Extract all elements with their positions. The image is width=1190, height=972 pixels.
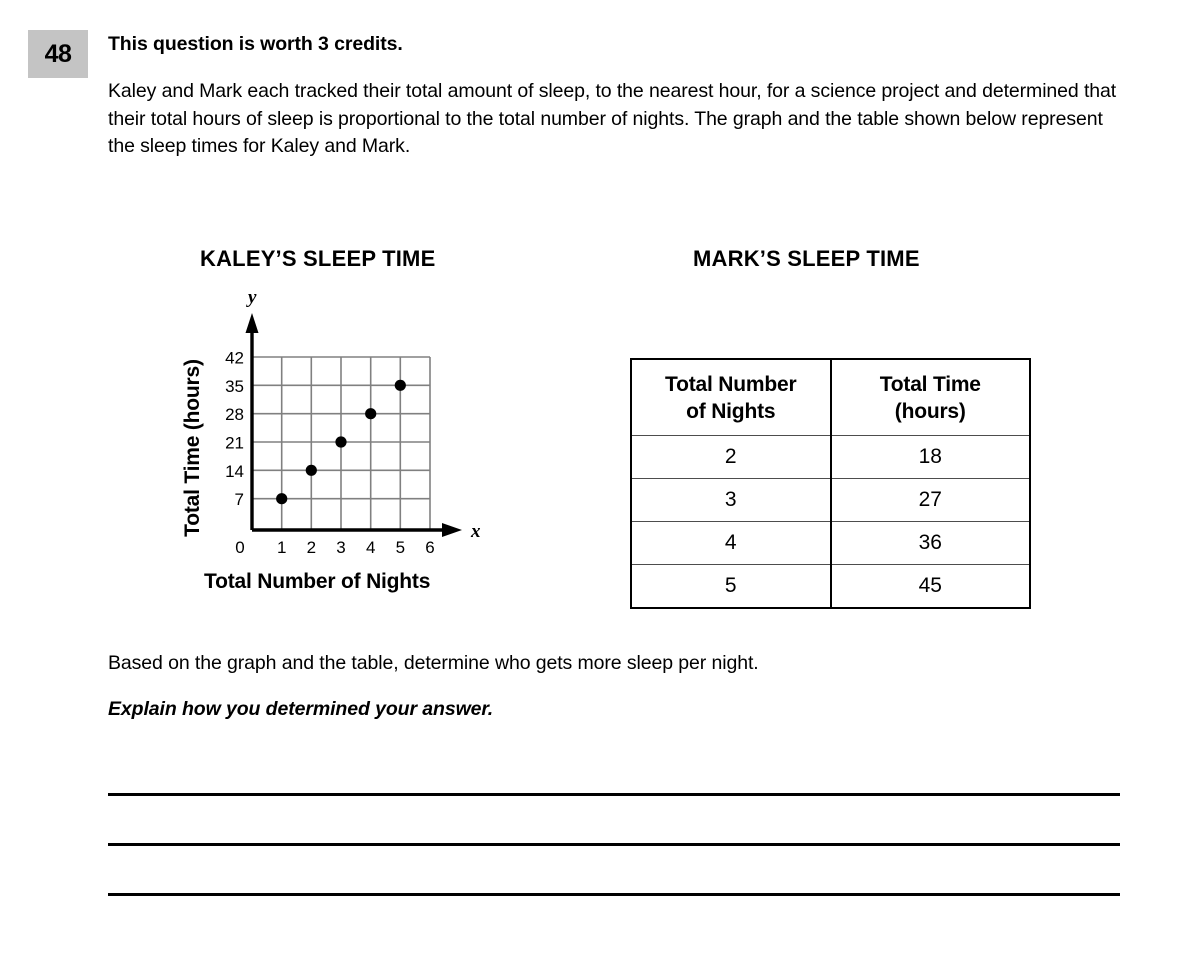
svg-text:7: 7 bbox=[234, 490, 244, 510]
svg-text:14: 14 bbox=[225, 461, 244, 481]
y-axis bbox=[246, 313, 259, 530]
cell-nights: 4 bbox=[631, 522, 831, 565]
data-point bbox=[335, 436, 346, 447]
cell-nights: 5 bbox=[631, 565, 831, 609]
data-point bbox=[365, 408, 376, 419]
table-header-row bbox=[631, 359, 1030, 436]
data-point bbox=[306, 465, 317, 476]
column-header-time: Total Time (hours) bbox=[831, 359, 1031, 436]
table-row bbox=[631, 479, 1030, 522]
cell-time: 36 bbox=[831, 522, 1031, 565]
y-axis-symbol: y bbox=[248, 287, 257, 308]
data-point bbox=[395, 380, 406, 391]
cell-time: 27 bbox=[831, 479, 1031, 522]
question-number: 48 bbox=[44, 39, 72, 68]
credits-line: This question is worth 3 credits. bbox=[108, 33, 403, 55]
svg-text:5: 5 bbox=[395, 538, 406, 555]
y-tick-labels bbox=[225, 349, 244, 510]
kaley-graph-figure bbox=[0, 0, 520, 620]
table-row bbox=[631, 565, 1030, 609]
svg-text:0: 0 bbox=[235, 538, 245, 555]
prompt-explain: Explain how you determined your answer. bbox=[108, 698, 494, 720]
graph-title: KALEY’S SLEEP TIME bbox=[200, 246, 436, 271]
column-header-nights: Total Number of Nights bbox=[631, 359, 831, 436]
answer-line[interactable] bbox=[108, 893, 1120, 896]
table-row bbox=[631, 522, 1030, 565]
cell-time: 45 bbox=[831, 565, 1031, 609]
answer-line[interactable] bbox=[108, 843, 1120, 846]
svg-text:4: 4 bbox=[365, 538, 376, 555]
svg-text:3: 3 bbox=[336, 538, 346, 555]
table-row bbox=[631, 436, 1030, 479]
table-title: MARK’S SLEEP TIME bbox=[693, 246, 920, 271]
data-point bbox=[276, 493, 287, 504]
svg-text:28: 28 bbox=[225, 405, 244, 425]
question-stem: Kaley and Mark each tracked their total amount of sleep, to the nearest hour, for a science project and determined that their total hours of sleep is proportional to the total number of nights. The graph and the table shown below represent the sleep times for Kaley and Mark. bbox=[108, 80, 1117, 157]
y-axis-label bbox=[181, 350, 203, 546]
svg-text:42: 42 bbox=[225, 348, 244, 368]
y-axis-label-text: Total Time (hours) bbox=[181, 359, 204, 537]
cell-nights: 2 bbox=[631, 436, 831, 479]
prompt-determine: Based on the graph and the table, determine who gets more sleep per night. bbox=[108, 652, 759, 674]
x-tick-labels bbox=[235, 538, 434, 555]
svg-text:2: 2 bbox=[306, 538, 317, 555]
svg-text:1: 1 bbox=[276, 538, 287, 555]
svg-text:21: 21 bbox=[225, 433, 244, 453]
svg-text:6: 6 bbox=[425, 538, 435, 555]
kaley-scatter-plot bbox=[170, 285, 500, 555]
cell-nights: 3 bbox=[631, 479, 831, 522]
answer-line[interactable] bbox=[108, 793, 1120, 796]
x-axis-label: Total Number of Nights bbox=[204, 570, 431, 593]
cell-time: 18 bbox=[831, 436, 1031, 479]
mark-sleep-table bbox=[630, 358, 1031, 609]
svg-text:35: 35 bbox=[225, 376, 244, 396]
x-axis-symbol: x bbox=[471, 521, 481, 542]
